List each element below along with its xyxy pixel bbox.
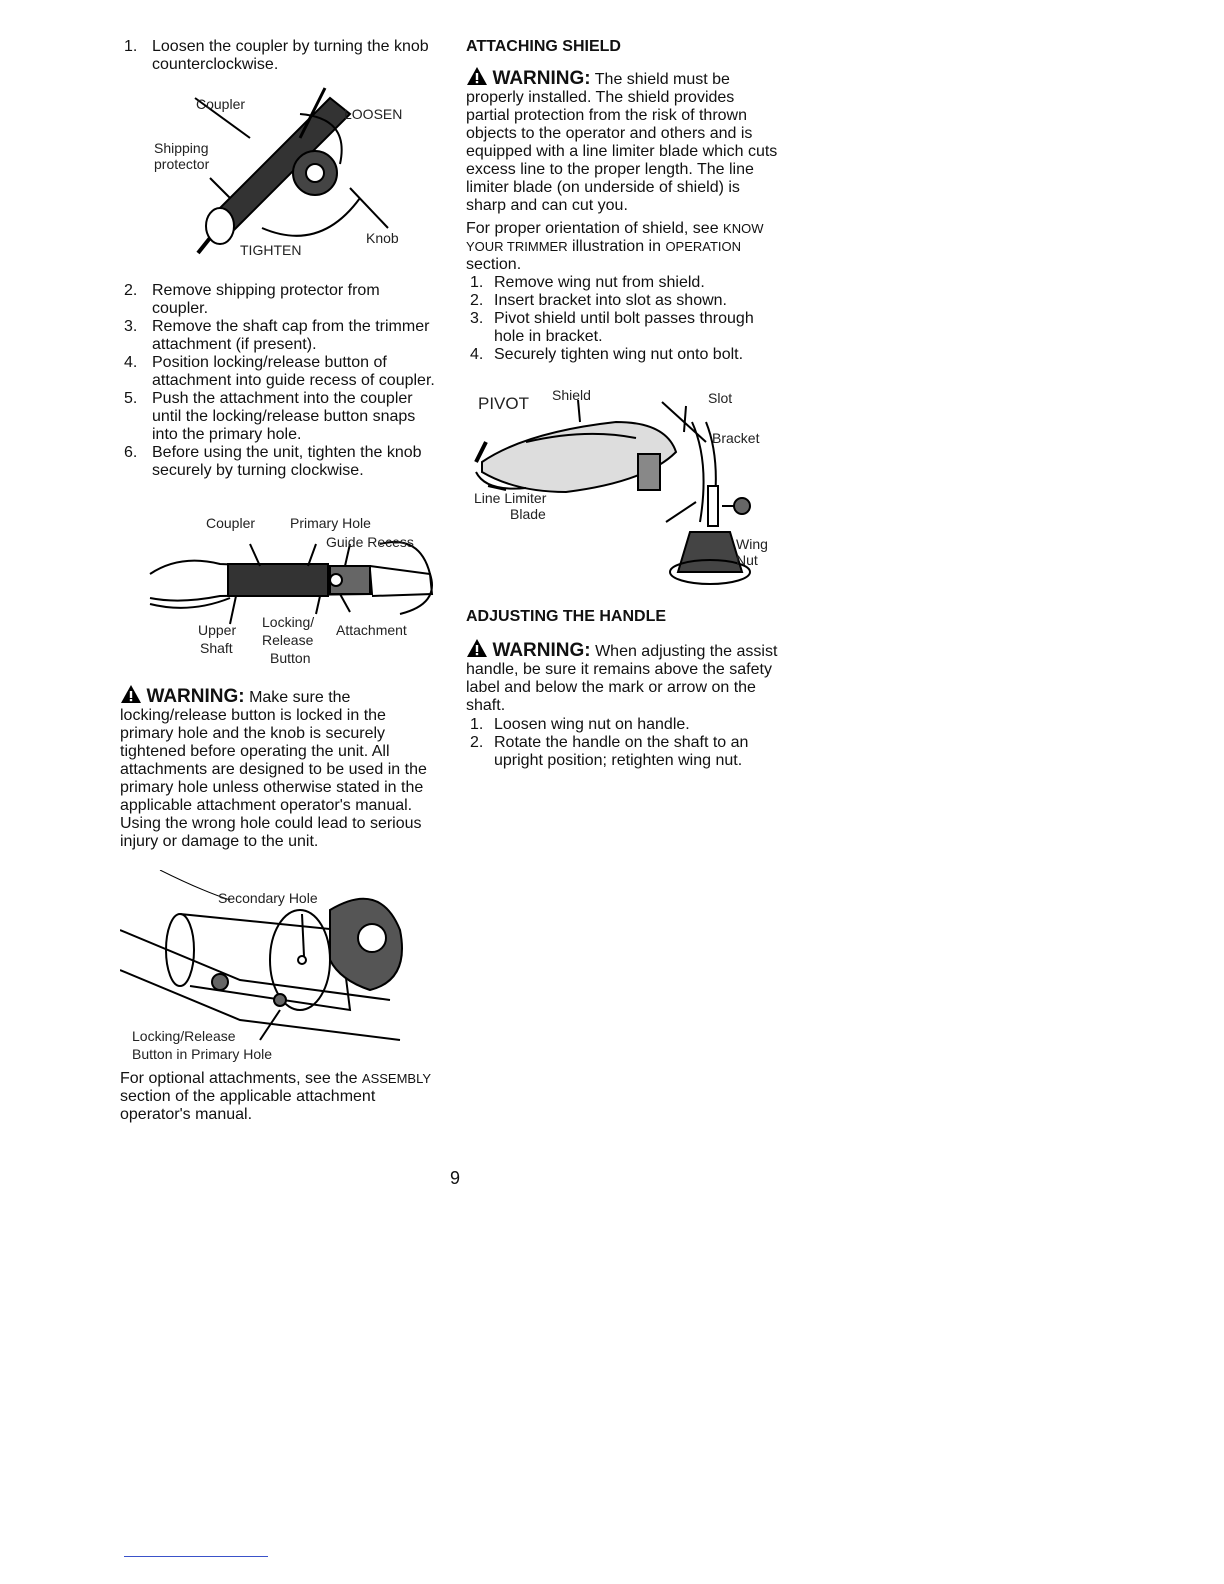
label-tighten: TIGHTEN [240, 242, 302, 258]
list-item: 2. Remove shipping protector from coupler. [124, 282, 380, 317]
label-locking-release: Locking/Release [132, 1028, 236, 1044]
list-item: 6. Before using the unit, tighten the knob securely by turning clockwise. [124, 444, 422, 479]
label-locking: Locking/ [262, 614, 315, 630]
optional-attachments-text: For optional attachments, see the ASSEMBLY section of the applicable attachment operator's manual. [120, 1070, 432, 1123]
attaching-shield-heading: ATTACHING SHIELD [466, 38, 621, 55]
step-list-2 [120, 282, 438, 480]
warning-text: Make sure the locking/release button is locked in the primary hole and the knob is securely tightened before operating the unit. All attachments are designed to be used in the primary hole unless otherwise stated in the applicable attachment operator's manual. Using the wrong hole could lead to serious injury or damage to the unit. [120, 689, 427, 850]
label-blade: Blade [510, 506, 546, 522]
warning-icon [466, 66, 488, 86]
warning-block-left [120, 684, 436, 851]
label-pivot: PIVOT [478, 394, 530, 413]
list-item: 1. Remove wing nut from shield. [470, 274, 705, 291]
label-button-primary: Button in Primary Hole [132, 1046, 273, 1062]
label-line-limiter: Line Limiter [474, 490, 547, 506]
label-nut: Nut [736, 552, 758, 568]
list-item: 2. Rotate the handle on the shaft to an upright position; retighten wing nut. [470, 734, 749, 769]
warning-block-shield [466, 66, 780, 215]
label-slot: Slot [708, 390, 733, 406]
footer-link-underline[interactable] [124, 1556, 268, 1557]
label-shaft: Shaft [200, 640, 233, 656]
list-item: 4. Position locking/release button of attachment into guide recess of coupler. [124, 354, 435, 389]
label-coupler-2: Coupler [206, 515, 256, 531]
adjusting-handle-heading: ADJUSTING THE HANDLE [466, 608, 667, 625]
warning-icon [120, 684, 142, 704]
warning-icon [466, 638, 488, 658]
page-number: 9 [450, 1168, 461, 1188]
warning-text: When adjusting the assist handle, be sure it remains above the safety label and below the mark or arrow on the shaft. [466, 643, 778, 714]
attach-figure [140, 514, 440, 670]
list-item: 1. Loosen wing nut on handle. [470, 716, 690, 733]
list-item: 3. Remove the shaft cap from the trimmer attachment (if present). [124, 318, 430, 353]
label-wing: Wing [736, 536, 768, 552]
list-item: 4. Securely tighten wing nut onto bolt. [470, 346, 744, 363]
label-shield: Shield [552, 387, 591, 403]
label-secondary-hole: Secondary Hole [218, 890, 318, 906]
shield-figure [466, 382, 784, 592]
label-coupler: Coupler [196, 96, 246, 112]
warning-block-handle [466, 638, 780, 715]
secondary-hole-figure [120, 870, 430, 1066]
warning-title: WARNING: [146, 686, 245, 707]
label-button: Button [270, 650, 311, 666]
shield-step-list [466, 274, 784, 364]
label-upper: Upper [198, 622, 237, 638]
label-attachment: Attachment [336, 622, 407, 638]
label-guide-recess: Guide Recess [326, 534, 414, 550]
label-release: Release [262, 632, 314, 648]
label-bracket: Bracket [712, 430, 760, 446]
coupler-figure [150, 78, 440, 264]
label-shipping: Shipping [154, 140, 209, 156]
label-loosen: LOOSEN [344, 106, 403, 122]
list-item: 1. Loosen the coupler by turning the knob counterclockwise. [124, 38, 429, 73]
warning-text: The shield must be properly installed. The shield provides partial protection from the risk of thrown objects to the operator and others and is equipped with a line limiter blade which cuts excess line to the proper length. The line limiter blade (on underside of shield) is sharp and can cut you. [466, 71, 778, 214]
orientation-text: For proper orientation of shield, see KNOW YOUR TRIMMER illustration in OPERATION section. [466, 220, 764, 273]
warning-title: WARNING: [492, 640, 591, 661]
step-list-1 [120, 38, 438, 74]
label-primary-hole: Primary Hole [290, 515, 371, 531]
label-protector: protector [154, 156, 210, 172]
warning-title: WARNING: [492, 68, 591, 89]
handle-step-list [466, 716, 784, 770]
list-item: 3. Pivot shield until bolt passes through hole in bracket. [470, 310, 754, 345]
label-knob: Knob [366, 230, 399, 246]
list-item: 5. Push the attachment into the coupler until the locking/release button snaps into the primary hole. [124, 390, 416, 443]
list-item: 2. Insert bracket into slot as shown. [470, 292, 727, 309]
